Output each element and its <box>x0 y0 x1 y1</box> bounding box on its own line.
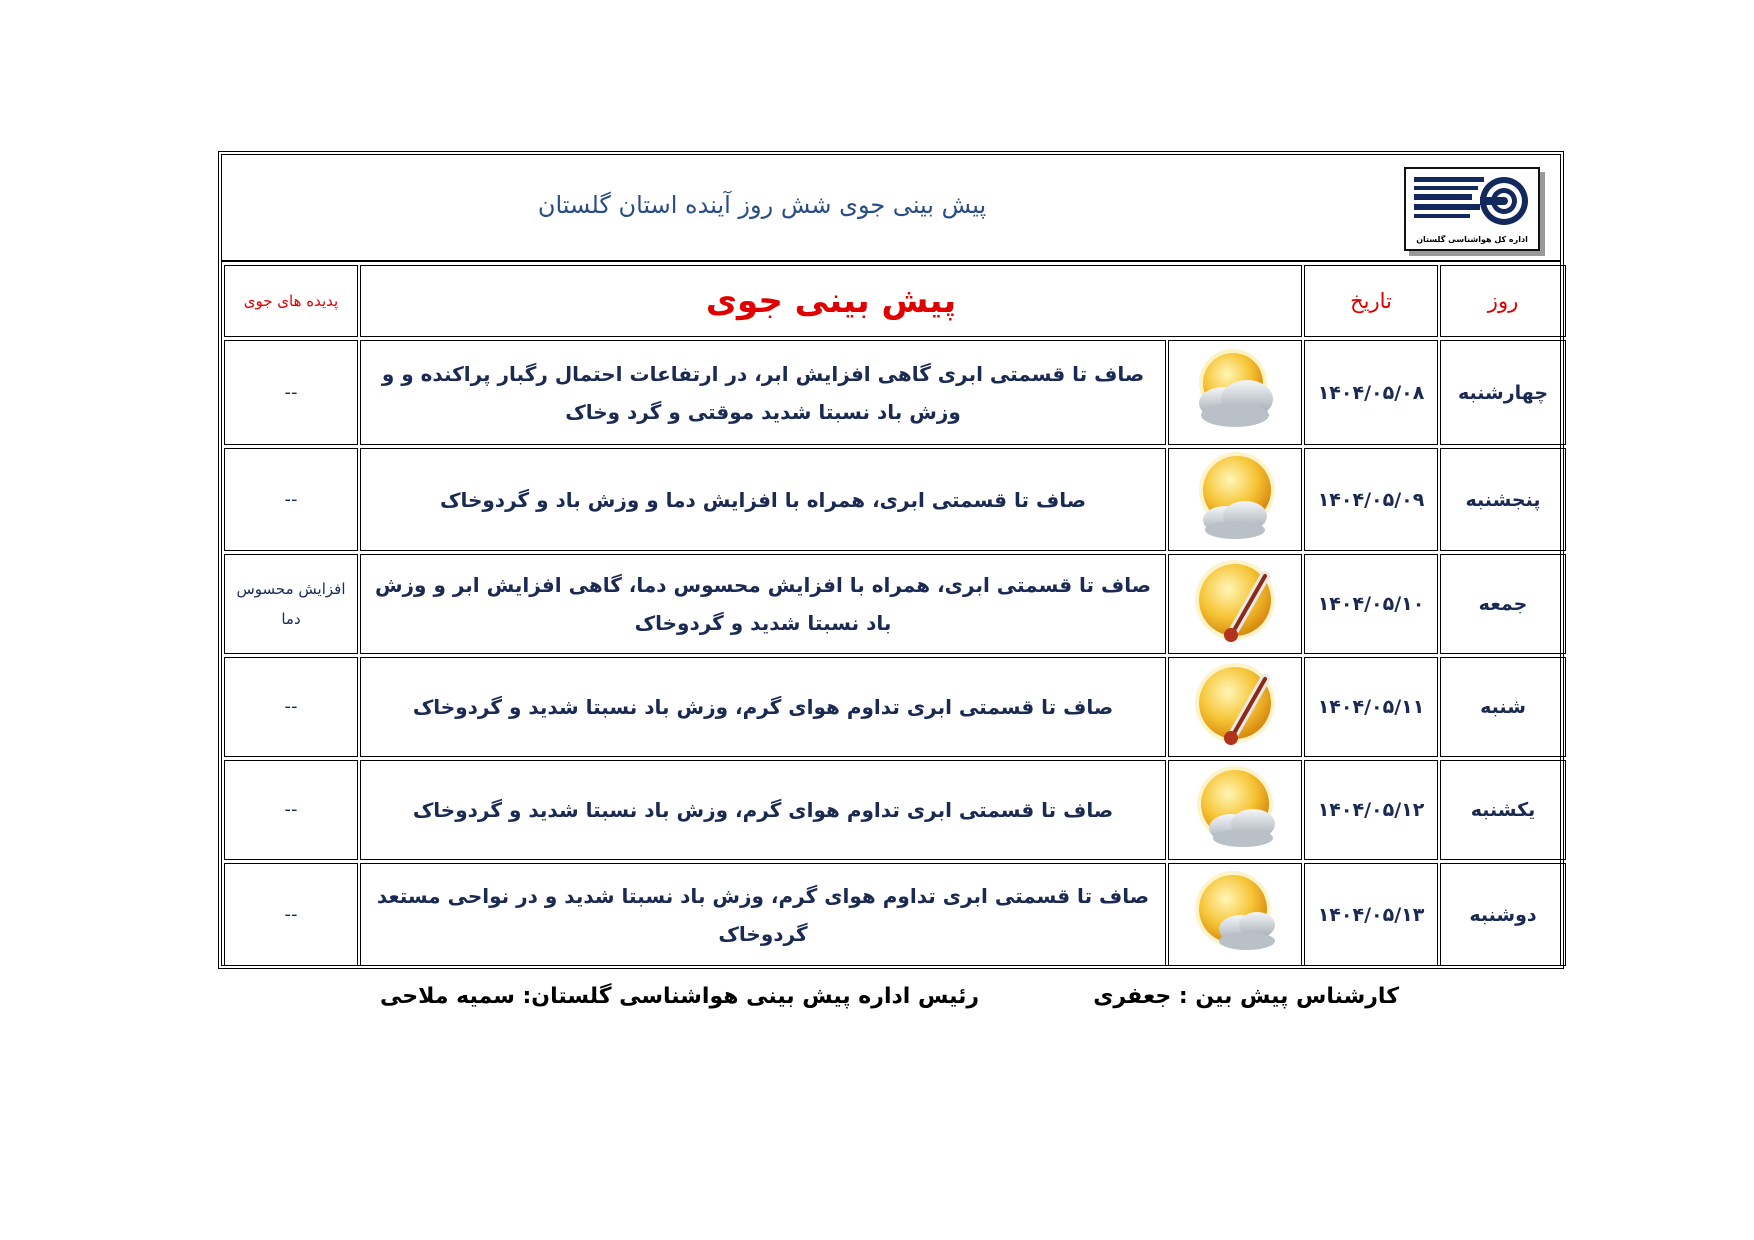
logo-caption: اداره کل هواشناسی گلستان <box>1416 235 1528 244</box>
row-day: شنبه <box>1440 657 1566 757</box>
sun-cloud-icon <box>1185 865 1285 961</box>
column-header-date: تاریخ <box>1304 265 1438 337</box>
table-row <box>224 448 1566 551</box>
row-phenomena: -- <box>224 863 358 966</box>
weather-icon-cell <box>1168 340 1302 445</box>
row-date: ۱۴۰۴/۰۵/۱۲ <box>1304 760 1438 860</box>
hot-sun-thermometer-icon <box>1185 659 1285 751</box>
row-forecast-text: صاف تا قسمتی ابری تداوم هوای گرم، وزش باد نسبتا شدید و گردوخاک <box>360 760 1166 860</box>
row-phenomena: افزایش محسوس دما <box>224 554 358 654</box>
partly-cloudy-icon <box>1185 343 1285 439</box>
row-phenomena: -- <box>224 340 358 445</box>
table-row <box>224 863 1566 966</box>
weather-icon-cell <box>1168 554 1302 654</box>
forecast-table <box>222 262 1568 969</box>
weather-icon-cell <box>1168 863 1302 966</box>
forecast-sheet <box>218 151 1564 969</box>
column-header-day: روز <box>1440 265 1566 337</box>
table-row <box>224 554 1566 654</box>
forecast-frame <box>221 154 1561 966</box>
row-phenomena: -- <box>224 657 358 757</box>
table-row <box>224 340 1566 445</box>
logo-emblem-icon <box>1410 173 1534 231</box>
sun-cloud-icon <box>1185 450 1285 546</box>
row-day: چهارشنبه <box>1440 340 1566 445</box>
column-header-forecast: پیش بینی جوی <box>360 265 1302 337</box>
weather-icon-cell <box>1168 760 1302 860</box>
title-row <box>222 155 1560 262</box>
head-of-forecast-signature: رئیس اداره پیش بینی هواشناسی گلستان: سمیه ملاحی <box>380 984 979 1009</box>
table-row <box>224 657 1566 757</box>
meteorological-organization-logo <box>1404 167 1540 251</box>
row-day: جمعه <box>1440 554 1566 654</box>
row-day: یکشنبه <box>1440 760 1566 860</box>
column-header-phenomena: پدیده های جوی <box>224 265 358 337</box>
row-date: ۱۴۰۴/۰۵/۱۱ <box>1304 657 1438 757</box>
page-title: پیش بینی جوی شش روز آینده استان گلستان <box>537 191 987 219</box>
row-forecast-text: صاف تا قسمتی ابری، همراه با افزایش محسوس دما، گاهی افزایش ابر و وزش باد نسبتا شدید و گردوخاک <box>360 554 1166 654</box>
row-date: ۱۴۰۴/۰۵/۰۹ <box>1304 448 1438 551</box>
table-row <box>224 760 1566 860</box>
row-forecast-text: صاف تا قسمتی ابری تداوم هوای گرم، وزش باد نسبتا شدید و گردوخاک <box>360 657 1166 757</box>
row-phenomena: -- <box>224 448 358 551</box>
row-forecast-text: صاف تا قسمتی ابری گاهی افزایش ابر، در ارتفاعات احتمال رگبار پراکنده و و وزش باد نسبتا شدید موقتی و گرد وخاک <box>360 340 1166 445</box>
row-date: ۱۴۰۴/۰۵/۱۳ <box>1304 863 1438 966</box>
row-phenomena: -- <box>224 760 358 860</box>
forecaster-signature: کارشناس پیش بین : جعفری <box>1093 984 1399 1009</box>
table-header-row <box>224 265 1566 337</box>
row-forecast-text: صاف تا قسمتی ابری، همراه با افزایش دما و وزش باد و گردوخاک <box>360 448 1166 551</box>
row-forecast-text: صاف تا قسمتی ابری تداوم هوای گرم، وزش باد نسبتا شدید و در نواحی مستعد گردوخاک <box>360 863 1166 966</box>
row-date: ۱۴۰۴/۰۵/۰۸ <box>1304 340 1438 445</box>
row-day: پنجشنبه <box>1440 448 1566 551</box>
weather-icon-cell <box>1168 657 1302 757</box>
hot-sun-thermometer-icon <box>1185 556 1285 648</box>
sun-cloud-icon <box>1185 762 1285 854</box>
weather-icon-cell <box>1168 448 1302 551</box>
row-date: ۱۴۰۴/۰۵/۱۰ <box>1304 554 1438 654</box>
row-day: دوشنبه <box>1440 863 1566 966</box>
